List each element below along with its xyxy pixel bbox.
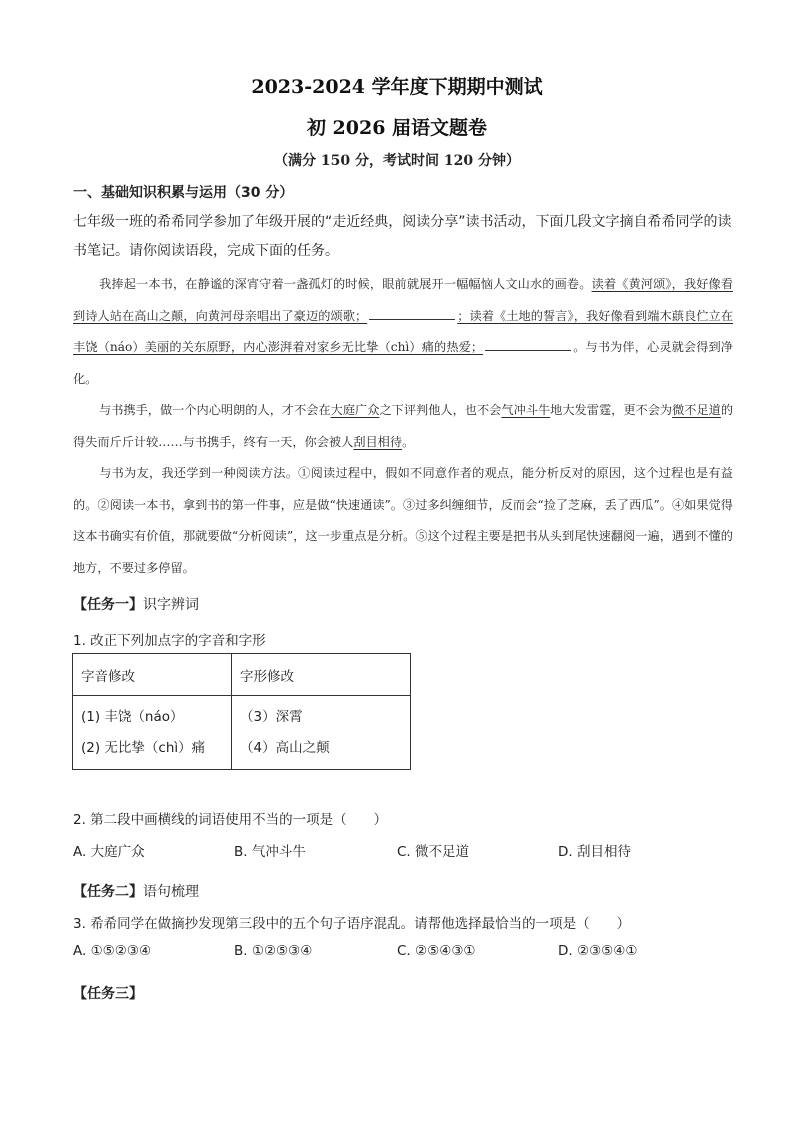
option-b[interactable]: B. 气冲斗牛 <box>234 844 306 860</box>
option-c[interactable]: C. ②⑤④③① <box>397 943 476 959</box>
passage-text: 之下评判他人，也不会 <box>379 403 502 417</box>
table-header: 字形修改 <box>232 654 411 696</box>
passage-text: 地大发雷霆，更不会为 <box>550 403 673 417</box>
passage-text: 与书为友，我还学到一种阅读方法。①阅读过程中，假如不同意作者的观点，能分析反对的原因，这个过程也是有益的。②阅读一本书，拿到书的第一件事，应是做“快速通读”。③过多纠缠细节，反而会“捡了芝麻，丢了西瓜”。④如果觉得这本书确实有价值，那就要做“分析阅读”，这一步重点是分析。⑤这个过程主要是把书从头到尾快速翻阅一遍，遇到不懂的地方，不要过多停留。 <box>73 466 733 575</box>
task-label: 【任务一】 <box>73 597 143 613</box>
table-item: （3）深霄 <box>240 708 303 725</box>
table-cell <box>73 696 232 770</box>
correction-table <box>72 653 411 770</box>
task-1-heading <box>73 594 199 614</box>
underlined-text: 读着《黄河颂》，我好像看到诗人站在高山之颠，向黄河母亲唱出了豪迈的颂歌； <box>73 277 734 323</box>
option-b[interactable]: B. ①②⑤③④ <box>234 943 313 959</box>
option-c[interactable]: C. 微不足道 <box>397 844 470 860</box>
task-name: 语句梳理 <box>143 884 199 900</box>
passage-text: 的得失而斤斤计较……与书携手，终有一天，你会被人 <box>73 403 734 449</box>
table-item: （4）高山之颠 <box>240 739 330 756</box>
question-1: 1. 改正下列加点字的字音和字形 <box>73 633 266 649</box>
table-item: (2) 无比挚（chì）痛 <box>81 739 206 756</box>
page-title: 2023-2024 学年度下期期中测试 <box>251 76 543 98</box>
task-2-heading <box>73 881 199 901</box>
option-d[interactable]: D. ②③⑤④① <box>558 943 638 959</box>
task-label: 【任务二】 <box>73 884 143 900</box>
passage-text: 与书携手，做一个内心明朗的人，才不会在 <box>99 403 331 417</box>
option-d[interactable]: D. 刮目相待 <box>558 844 631 860</box>
underlined-word: 刮目相待 <box>353 434 403 449</box>
passage-text: 。 <box>402 434 415 449</box>
table-item: (1) 丰饶（náo） <box>81 708 184 725</box>
passage-paragraph-1 <box>73 269 733 395</box>
underlined-word: 大庭广众 <box>330 403 380 417</box>
table-header: 字音修改 <box>73 654 232 696</box>
question-3-options <box>73 943 713 963</box>
task-label: 【任务三】 <box>73 986 143 1002</box>
passage-text: 。与书为伴，心灵就会得到净化。 <box>73 340 733 386</box>
section-intro: 七年级一班的希希同学参加了年级开展的“走近经典，阅读分享”读书活动，下面几段文字摘自希希同学的读书笔记。请你阅读语段，完成下面的任务。 <box>73 214 732 259</box>
passage-paragraph-3 <box>73 458 733 584</box>
option-a[interactable]: A. ①⑤②③④ <box>73 943 152 959</box>
exam-info: （满分 150 分，考试时间 120 分钟） <box>274 153 520 169</box>
question-2: 2. 第二段中画横线的词语使用不当的一项是（ ） <box>73 812 388 828</box>
question-2-options <box>73 840 713 860</box>
answer-blank[interactable] <box>369 307 455 320</box>
question-3: 3. 希希同学在做摘抄发现第三段中的五个句子语序混乱。请帮他选择最恰当的一项是（ ） <box>73 916 631 932</box>
task-3-heading <box>73 983 143 1003</box>
passage-paragraph-2 <box>73 395 733 458</box>
answer-blank[interactable] <box>485 338 571 351</box>
task-name: 识字辨词 <box>143 597 199 613</box>
underlined-word: 微不足道 <box>672 403 721 417</box>
paper-title: 初 2026 届语文题卷 <box>306 117 488 139</box>
underlined-text: ；读着《土地的誓言》，我好像看到端木蕻良伫立在丰饶（náo）美丽的关东原野，内心澎湃着对家乡无比挚（chì）痛的热爱； <box>73 308 734 354</box>
table-cell <box>232 696 411 770</box>
option-a[interactable]: A. 大庭广众 <box>73 844 145 860</box>
passage-text: 我捧起一本书，在静谧的深宵守着一盏孤灯的时候，眼前就展开一幅幅恼人文山水的画卷。 <box>99 277 592 291</box>
section-heading: 一、基础知识积累与运用（30 分） <box>73 185 294 201</box>
underlined-word: 气冲斗牛 <box>501 403 551 417</box>
